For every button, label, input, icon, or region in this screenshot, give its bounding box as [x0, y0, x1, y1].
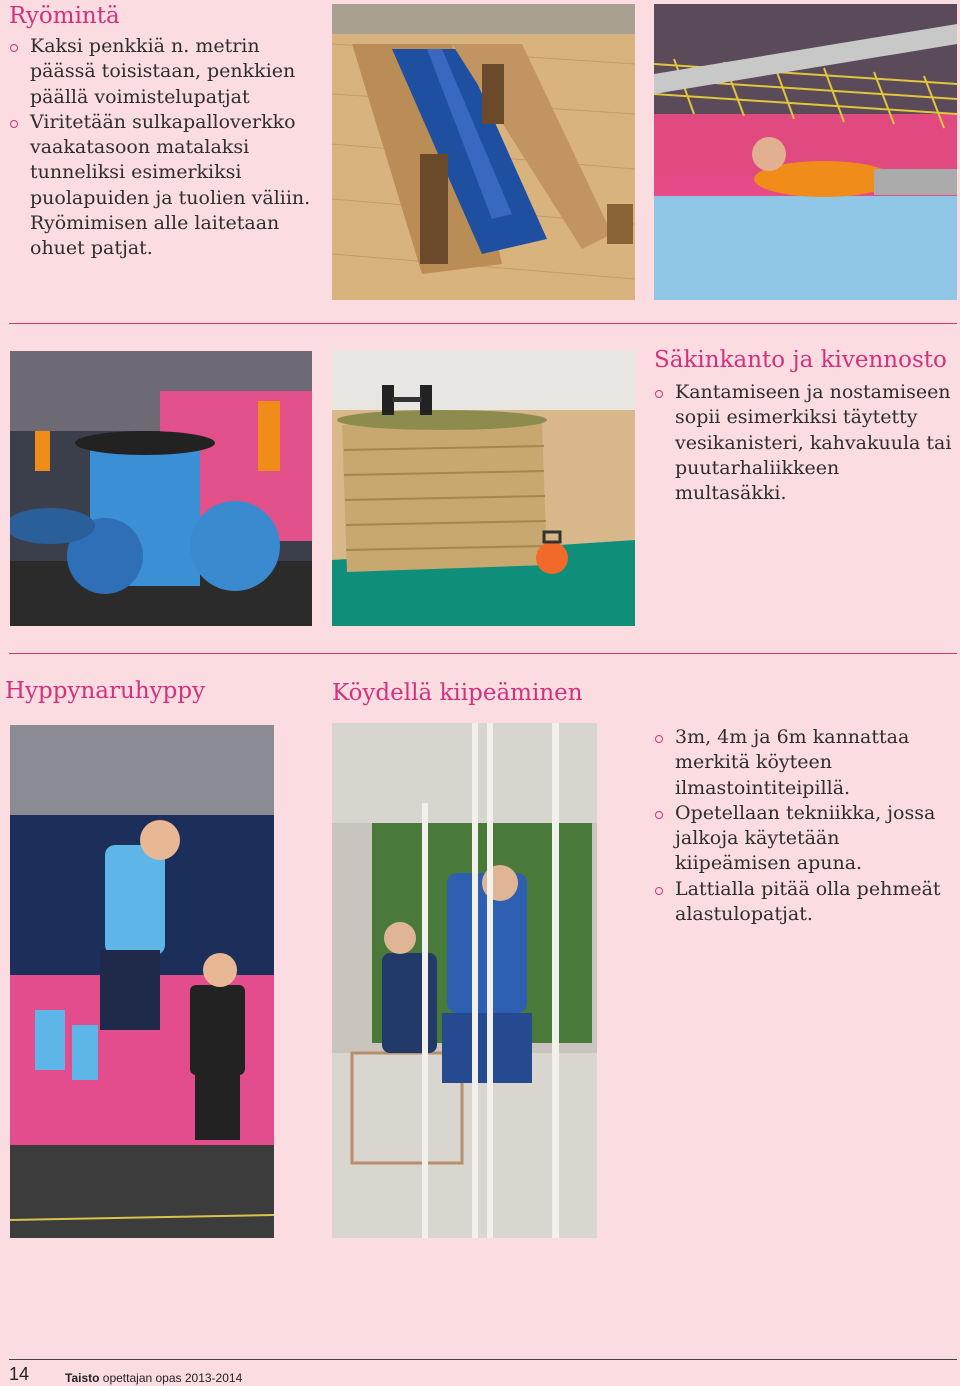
list-item: Kantamiseen ja nostamiseen sopii esimerkiksi täytetty vesikanisteri, kahvakuula tai puutarhaliikkeen multasäkki. — [654, 380, 954, 506]
footer-brand: Taisto — [65, 1371, 100, 1385]
section-title-carrying: Säkinkanto ja kivennosto — [654, 347, 947, 373]
photo-crawling-under-net — [654, 4, 957, 300]
footer-publication — [65, 1371, 242, 1385]
list-item: Kaksi penkkiä n. metrin päässä toisistaan, penkkien päällä voimistelupatjat — [9, 34, 319, 110]
crawling-bullet-list — [9, 34, 319, 262]
list-item: Opetellaan tekniikka, jossa jalkoja käytetään kiipeämisen apuna. — [654, 801, 959, 877]
section-title-crawling: Ryömintä — [9, 3, 120, 29]
photo-jump-rope — [10, 725, 274, 1238]
list-item: 3m, 4m ja 6m kannattaa merkitä köyteen ilmastointiteipillä. — [654, 725, 959, 801]
list-item: Lattialla pitää olla pehmeät alastulopatjat. — [654, 877, 959, 928]
footer-rule — [9, 1359, 957, 1360]
photo-rope-climbing — [332, 723, 597, 1238]
section-title-rope-climbing: Köydellä kiipeäminen — [332, 680, 583, 706]
section-title-jumprope: Hyppynaruhyppy — [5, 678, 206, 704]
photo-blue-equipment — [10, 351, 312, 626]
section-divider — [9, 653, 957, 654]
list-item: Viritetään sulkapalloverkko vaakatasoon matalaksi tunneliksi esimerkiksi puolapuiden ja tuolien väliin. Ryömimisen alle laitetaan ohuet patjat. — [9, 110, 319, 262]
footer-title: opettajan opas 2013-2014 — [99, 1371, 243, 1385]
carrying-bullet-list — [654, 380, 954, 506]
page-number: 14 — [9, 1364, 30, 1384]
photo-vaulting-box-weights — [332, 350, 635, 626]
photo-benches-with-mats — [332, 4, 635, 300]
rope-bullet-list — [654, 725, 959, 927]
section-divider — [9, 323, 957, 324]
